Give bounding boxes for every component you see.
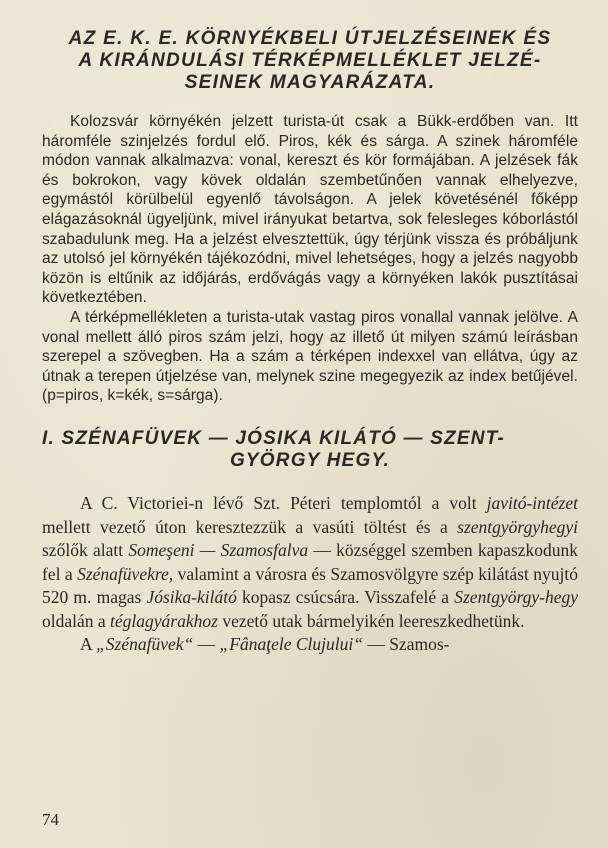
section-heading <box>42 428 578 472</box>
place-name: Someşeni — Szamosfalva <box>128 540 309 561</box>
route-paragraph-continued <box>42 633 578 657</box>
route-text: — községgel szemben kapaszkodunk fel a <box>42 540 579 584</box>
route-paragraph <box>42 492 578 634</box>
route-text: szőlők alatt <box>42 540 124 561</box>
place-name: Jósika-kilátó <box>146 587 237 608</box>
route-text: vezető utak bármelyikén leereszkedhetünk. <box>222 610 525 631</box>
place-name: „Szénafüvek“ <box>96 634 194 655</box>
paragraph-map-legend: A térképmellékleten a turista-utak vastag piros vonallal vannak jelölve. A vonal mellett álló piros szám jelzi, hogy az illető út milyen számú leírásban szerepel a szövegben. Ha a szám a térképen indexxel van ellátva, úgy az útnak a terepen útjelzése van, melynek szine megegyezik az index betűjével. (p=piros, k=kék, s=sárga). <box>42 308 578 405</box>
heading-line-3: SEINEK MAGYARÁZATA. <box>184 72 436 93</box>
heading-line-1: AZ E. K. E. KÖRNYÉKBELI ÚTJELZÉSEINEK ÉS <box>68 28 552 49</box>
place-name: javitó-intézet <box>486 492 578 513</box>
route-text: oldalán a <box>42 610 106 631</box>
section-heading-line-2: GYÖRGY HEGY. <box>229 449 391 471</box>
page-heading <box>42 28 578 94</box>
paragraph-trail-markings: Kolozsvár környékén jelzett turista-út csak a Bükk-erdőben van. Itt háromféle szinjelzés fordul elő. Piros, kék és sárga. A szinek háromféle módon vannak alkalmazva: vonal, kereszt és kör formájában. A jelzések fák és bokrokon, vagy kövek oldalán szembetűnően vannak elhelyezve, egymástól körülbelül egyenlő távolságon. A jelek követésénél főképp elágazásoknál ügyeljünk, mivel irányukat betartva, sok felesleges kóborlástól szabadulunk meg. Ha a jelzést elvesztettük, úgy térjünk vissza és próbáljunk az utolsó jel környékén tájékozódni, mivel lehetséges, hogy a jelzés nagyobb közön is eltűnik az időjárás, erdővágás vagy a környéken lakók pusztításai következtében. <box>42 113 578 307</box>
page-number: 74 <box>42 810 59 829</box>
route-text: — <box>197 634 216 655</box>
route-text: mellett vezető úton keresztezzük a vasúti töltést és a <box>42 516 448 537</box>
route-text: A <box>80 634 92 655</box>
heading-line-2: A KIRÁNDULÁSI TÉRKÉPMELLÉKLET JELZÉ- <box>78 50 542 71</box>
place-name: Szénafüvekre, <box>77 563 174 584</box>
heading-spacer <box>42 94 578 112</box>
route-text: kopasz csúcsára. Visszafelé a <box>242 587 450 608</box>
place-name: téglagyárakhoz <box>110 610 218 631</box>
route-text: valamint a városra és Szamosvölgyre szép kilátást nyujtó 520 m. magas <box>42 563 578 608</box>
place-name: szentgyörgyhegyi <box>457 516 578 537</box>
route-text: — Szamos- <box>367 634 450 655</box>
route-text: A C. Victoriei-n lévő Szt. Péteri templomtól a volt <box>80 492 477 513</box>
place-name: „Fânaţele Clujului“ <box>219 634 363 655</box>
section-heading-line-1: I. SZÉNAFÜVEK — JÓSIKA KILÁTÓ — SZENT- <box>42 427 505 449</box>
place-name: Szentgyörgy-hegy <box>454 587 578 608</box>
